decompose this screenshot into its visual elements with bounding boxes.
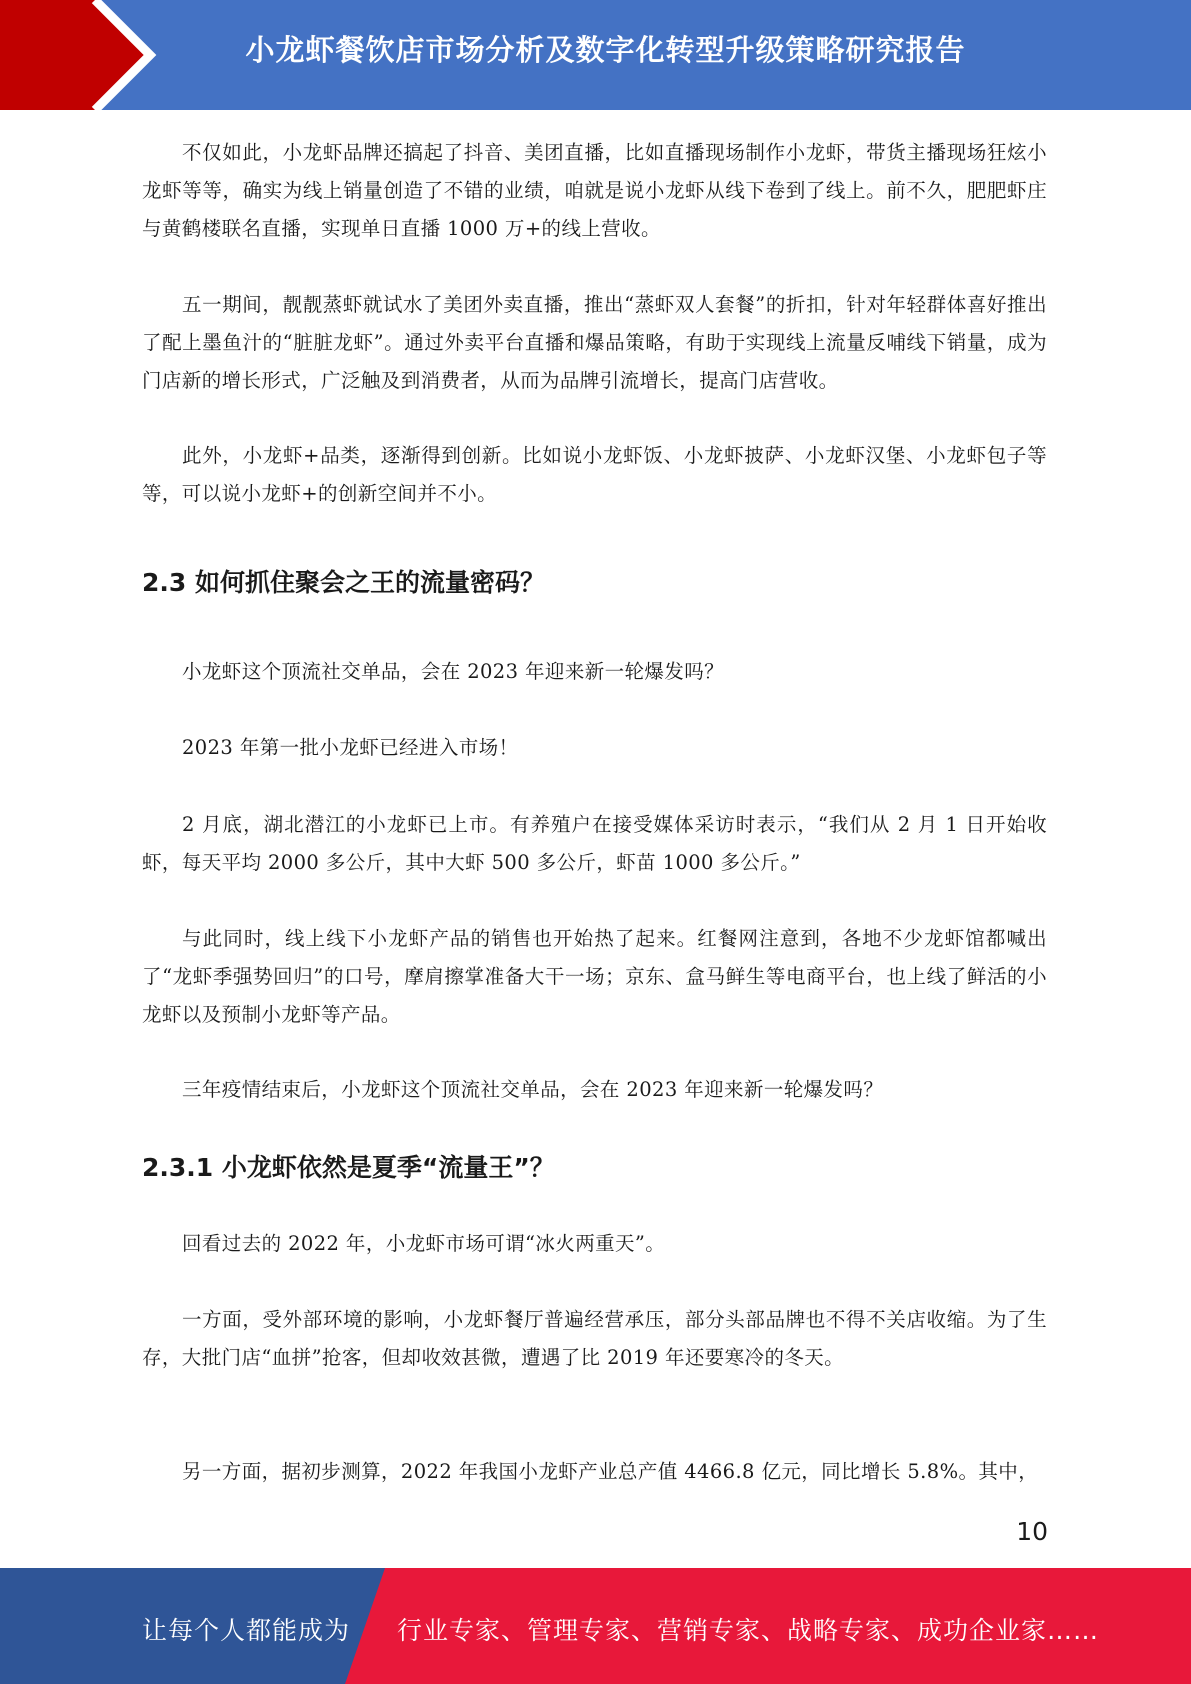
page-header — [0, 0, 1191, 110]
footer-slogan-right: 行业专家、管理专家、营销专家、战略专家、成功企业家…… — [397, 1616, 1100, 1645]
paragraph-other-hand: 另一方面，据初步测算，2022 年我国小龙虾产业总产值 4466.8 亿元，同比增长 5.8%。其中， — [182, 1460, 1039, 1483]
report-title: 小龙虾餐饮店市场分析及数字化转型升级策略研究报告 — [245, 33, 966, 67]
section-heading-2-3: 2.3 如何抓住聚会之王的流量密码？ — [142, 568, 545, 597]
paragraph-hubei: 2 月底，湖北潜江的小龙虾已上市。有养殖户在接受媒体采访时表示，“我们从 2 月 1 日开始收虾，每天平均 2000 多公斤，其中大虾 500 多公斤，虾苗 1000 多公斤。” — [142, 813, 1047, 874]
section-heading-2-3-1: 2.3.1 小龙虾依然是夏季“流量王”？ — [142, 1153, 555, 1182]
paragraph-2022-review: 回看过去的 2022 年，小龙虾市场可谓“冰火两重天”。 — [182, 1232, 666, 1255]
paragraph-innovation: 此外，小龙虾+品类，逐渐得到创新。比如说小龙虾饭、小龙虾披萨、小龙虾汉堡、小龙虾包子等等，可以说小龙虾+的创新空间并不小。 — [142, 444, 1047, 505]
paragraph-one-hand: 一方面，受外部环境的影响，小龙虾餐厅普遍经营承压，部分头部品牌也不得不关店收缩。为了生存，大批门店“血拼”抢客，但却收效甚微，遭遇了比 2019 年还要寒冷的冬天。 — [142, 1308, 1047, 1369]
page-number: 10 — [1016, 1517, 1048, 1546]
paragraph-first-batch: 2023 年第一批小龙虾已经进入市场！ — [182, 736, 519, 759]
paragraph-sales: 与此同时，线上线下小龙虾产品的销售也开始热了起来。红餐网注意到，各地不少龙虾馆都喊出了“龙虾季强势回归”的口号，摩肩擦掌准备大干一场；京东、盒马鲜生等电商平台，也上线了鲜活的小龙虾以及预制小龙虾等产品。 — [142, 927, 1047, 1026]
paragraph-may-day: 五一期间，靓靓蒸虾就试水了美团外卖直播，推出“蒸虾双人套餐”的折扣，针对年轻群体喜好推出了配上墨鱼汁的“脏脏龙虾”。通过外卖平台直播和爆品策略，有助于实现线上流量反哺线下销量，成为门店新的增长形式，广泛触及到消费者，从而为品牌引流增长，提高门店营收。 — [142, 293, 1047, 392]
paragraph-livestream: 不仅如此，小龙虾品牌还搞起了抖音、美团直播，比如直播现场制作小龙虾，带货主播现场狂炫小龙虾等等，确实为线上销量创造了不错的业绩，咱就是说小龙虾从线下卷到了线上。前不久，肥肥虾庄与黄鹤楼联名直播，实现单日直播 1000 万+的线上营收。 — [142, 141, 1047, 240]
paragraph-question: 小龙虾这个顶流社交单品，会在 2023 年迎来新一轮爆发吗？ — [182, 660, 725, 683]
paragraph-post-pandemic: 三年疫情结束后，小龙虾这个顶流社交单品，会在 2023 年迎来新一轮爆发吗？ — [182, 1078, 884, 1101]
footer-slogan-left: 让每个人都能成为 — [142, 1616, 351, 1645]
page-footer — [0, 1568, 1191, 1684]
